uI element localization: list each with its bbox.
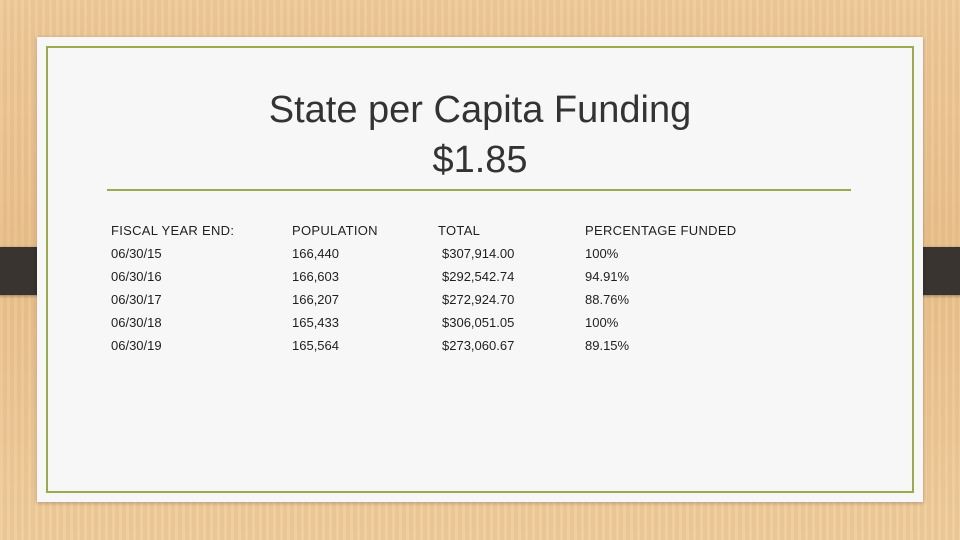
cell-fiscal-year-end: 06/30/17 <box>111 292 162 307</box>
header-fiscal-year-end: FISCAL YEAR END: <box>111 223 235 238</box>
slide-card <box>37 37 923 502</box>
cell-fiscal-year-end: 06/30/18 <box>111 315 162 330</box>
cell-population: 165,564 <box>292 338 339 353</box>
cell-total: $272,924.70 <box>442 292 515 307</box>
cell-percentage-funded: 88.76% <box>585 292 630 307</box>
cell-total: $307,914.00 <box>442 246 515 261</box>
slide-title-amount: $1.85 <box>432 139 528 181</box>
cell-fiscal-year-end: 06/30/19 <box>111 338 162 353</box>
cell-percentage-funded: 100% <box>585 246 619 261</box>
slide-title <box>37 85 923 185</box>
cell-total: $306,051.05 <box>442 315 515 330</box>
table-row <box>111 288 805 311</box>
header-population: POPULATION <box>292 223 378 238</box>
cell-population: 166,440 <box>292 246 339 261</box>
cell-population: 166,603 <box>292 269 339 284</box>
cell-percentage-funded: 89.15% <box>585 338 630 353</box>
cell-population: 166,207 <box>292 292 339 307</box>
funding-table <box>111 219 805 357</box>
cell-fiscal-year-end: 06/30/15 <box>111 246 162 261</box>
cell-percentage-funded: 100% <box>585 315 619 330</box>
slide-title-line-1: State per Capita Funding <box>268 89 692 131</box>
table-header-row <box>111 219 805 242</box>
cell-total: $292,542.74 <box>442 269 515 284</box>
cell-total: $273,060.67 <box>442 338 515 353</box>
header-percentage-funded: PERCENTAGE FUNDED <box>585 223 737 238</box>
table-row <box>111 242 805 265</box>
cell-fiscal-year-end: 06/30/16 <box>111 269 162 284</box>
table-row <box>111 334 805 357</box>
header-total: TOTAL <box>438 223 481 238</box>
cell-population: 165,433 <box>292 315 339 330</box>
table-row <box>111 311 805 334</box>
title-divider <box>107 189 851 191</box>
table-row <box>111 265 805 288</box>
cell-percentage-funded: 94.91% <box>585 269 630 284</box>
